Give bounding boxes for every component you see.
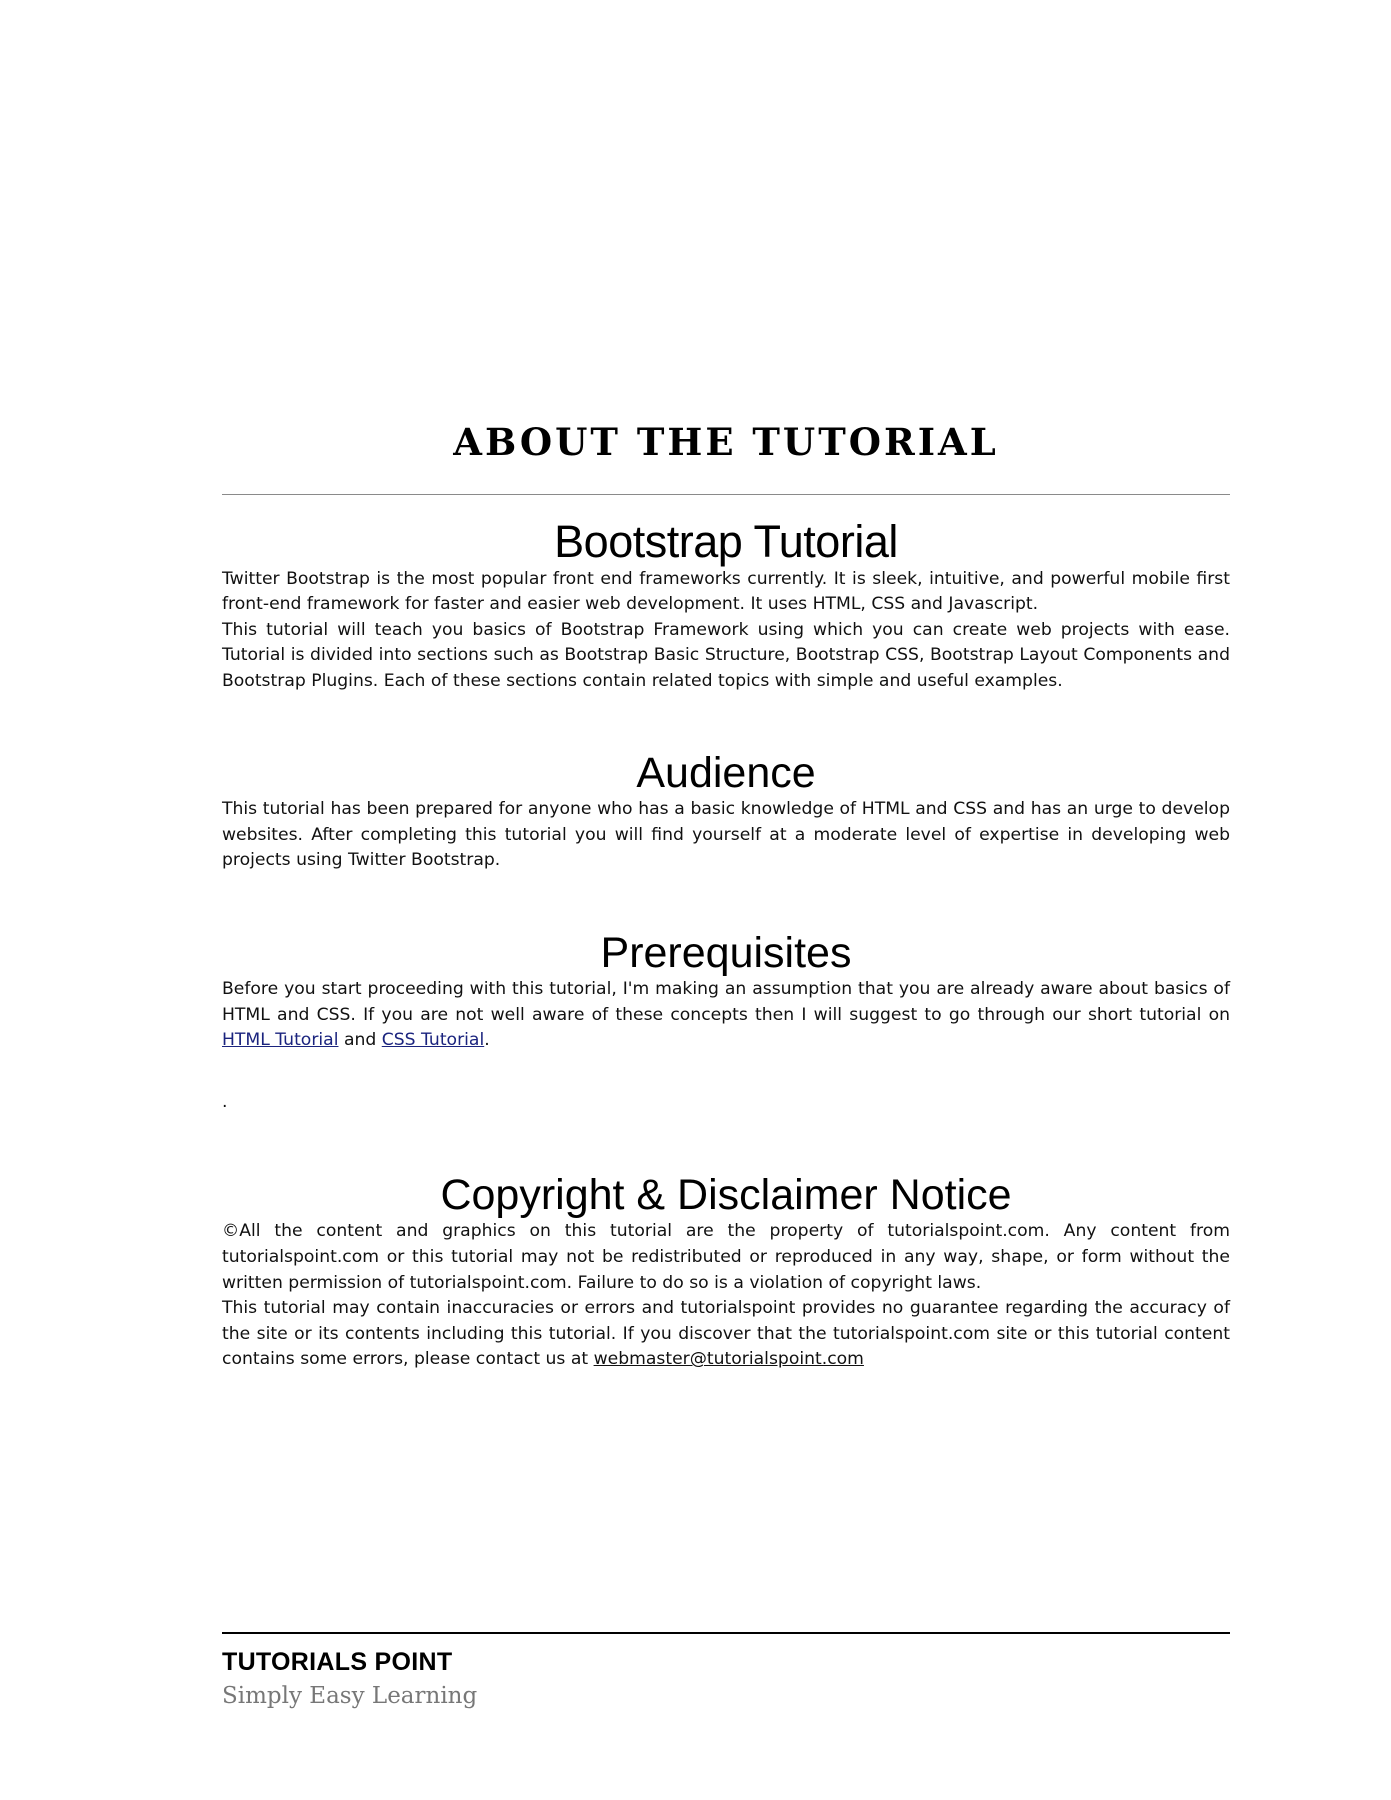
section-heading-copyright-disclaimer: Copyright & Disclaimer Notice bbox=[440, 1170, 1012, 1219]
html-tutorial-link[interactable]: HTML Tutorial bbox=[222, 1030, 339, 1051]
copyright-paragraph bbox=[222, 1219, 1230, 1296]
webmaster-email-link[interactable]: webmaster@tutorialspoint.com bbox=[593, 1349, 864, 1370]
css-tutorial-link[interactable]: CSS Tutorial bbox=[381, 1030, 485, 1051]
section-heading-prerequisites: Prerequisites bbox=[600, 928, 852, 977]
section-heading-bootstrap-tutorial: Bootstrap Tutorial bbox=[554, 516, 898, 567]
prerequisites-text-after: . bbox=[484, 1030, 490, 1051]
page-footer bbox=[222, 1632, 1230, 1709]
prerequisites-text-middle: and bbox=[338, 1030, 382, 1051]
prerequisites-text-before: Before you start proceeding with this tutorial, I'm making an assumption that you are already aware about basics of HTML and CSS. If you are not well aware of these concepts then I will suggest to go through our short tutorial on bbox=[222, 979, 1230, 1025]
document-content bbox=[222, 0, 1230, 1373]
stray-dot: . bbox=[222, 1091, 228, 1112]
footer-brand: TUTORIALS POINT bbox=[222, 1648, 453, 1676]
section-heading-audience: Audience bbox=[636, 748, 816, 797]
prerequisites-paragraph bbox=[222, 977, 1230, 1054]
disclaimer-paragraph bbox=[222, 1296, 1230, 1373]
title-divider bbox=[222, 494, 1230, 495]
disclaimer-text: This tutorial may contain inaccuracies or errors and tutorialspoint provides no guarantee regarding the accuracy of the site or its contents including this tutorial. If you discover that the tutorialspoint.com site or this tutorial content contains some errors, please contact us at bbox=[222, 1298, 1230, 1370]
bootstrap-intro-paragraph-2: This tutorial will teach you basics of Bootstrap Framework using which you can create web projects with ease. Tutorial is divided into sections such as Bootstrap Basic Structure, Bootstrap CSS, Bootstrap Layout Components and Bootstrap Plugins. Each of these sections contain related topics with simple and useful examples. bbox=[222, 619, 1230, 691]
page-title: ABOUT THE TUTORIAL bbox=[453, 420, 999, 464]
copyright-symbol: © bbox=[222, 1221, 240, 1242]
bootstrap-intro-paragraph-1: Twitter Bootstrap is the most popular front end frameworks currently. It is sleek, intuitive, and powerful mobile first front-end framework for faster and easier web development. It uses HTML, CSS and Javascript. bbox=[222, 568, 1230, 615]
footer-tagline: Simply Easy Learning bbox=[222, 1683, 478, 1709]
audience-paragraph: This tutorial has been prepared for anyone who has a basic knowledge of HTML and CSS and has an urge to develop websites. After completing this tutorial you will find yourself at a moderate level of expertise in developing web projects using Twitter Bootstrap. bbox=[222, 798, 1230, 871]
copyright-text: All the content and graphics on this tutorial are the property of tutorialspoint.com. Any content from tutorialspoint.com or this tutorial may not be redistributed or reproduced in any way, shape, or form without the written permission of tutorialspoint.com. Failure to do so is a violation of copyright laws. bbox=[222, 1221, 1230, 1293]
footer-divider bbox=[222, 1632, 1230, 1634]
